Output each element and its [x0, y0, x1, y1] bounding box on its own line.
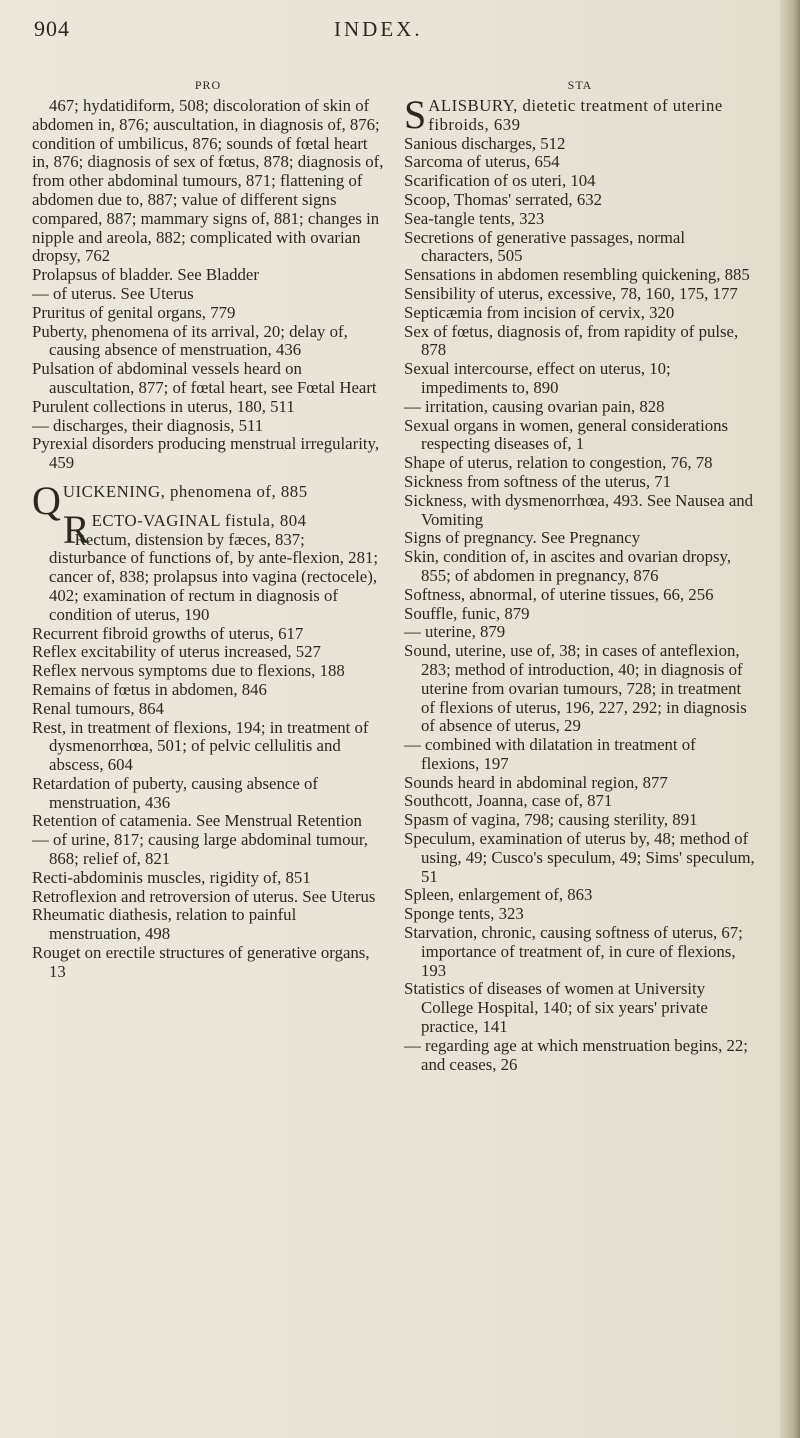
index-entry: Sounds heard in abdominal region, 877	[404, 772, 668, 792]
index-entry: Renal tumours, 864	[32, 698, 164, 718]
page-header	[0, 16, 760, 50]
index-entry: Sickness from softness of the uterus, 71	[404, 471, 672, 491]
index-entry: Recurrent fibroid growths of uterus, 617	[32, 623, 304, 643]
right-catchword: STA	[567, 78, 593, 92]
index-entry: Signs of pregnancy. See Pregnancy	[404, 528, 641, 548]
index-entry: Speculum, examination of uterus by, 48; method of using, 49; Cusco's speculum, 49; Sims' speculum, 51	[404, 829, 755, 886]
index-entry: — discharges, their diagnosis, 511	[32, 415, 264, 435]
left-column	[32, 78, 384, 982]
index-entry: Softness, abnormal, of uterine tissues, 66, 256	[404, 584, 714, 604]
index-entry: Sexual organs in women, general considerations respecting diseases of, 1	[404, 415, 729, 454]
index-entry: — regarding age at which menstruation begins, 22; and ceases, 26	[404, 1035, 748, 1074]
index-entry: Sensations in abdomen resembling quickening, 885	[404, 265, 750, 285]
index-entry: Pulsation of abdominal vessels heard on auscultation, 877; of fœtal heart, see Fœtal Heart	[32, 359, 377, 397]
index-entry: Pyrexial disorders producing menstrual irregularity, 459	[32, 434, 380, 473]
index-entry: Rouget on erectile structures of generative organs, 13	[32, 943, 370, 981]
index-entry: — uterine, 879	[404, 622, 506, 642]
index-entry: Shape of uterus, relation to congestion, 76, 78	[404, 453, 713, 473]
index-entry: Starvation, chronic, causing softness of uterus, 67; importance of treatment of, in cure of flexions, 193	[404, 923, 743, 980]
index-entry: Sound, uterine, use of, 38; in cases of anteflexion, 283; method of introduction, 40; in diagnosis of uterine from ovarian tumours, 728; in treatment of flexions of uterus, 196, 227, 292; in diagnosis of absence of uterus, 29	[404, 641, 747, 736]
index-entry: UICKENING, phenomena of, 885	[62, 481, 308, 501]
dropcap-s: S	[404, 92, 427, 137]
index-entry: Spasm of vagina, 798; causing sterility, 891	[404, 810, 698, 830]
dropcap-q: Q	[32, 477, 61, 523]
index-entry: ECTO-VAGINAL fistula, 804	[91, 510, 307, 530]
index-entry: Skin, condition of, in ascites and ovarian dropsy, 855; of abdomen in pregnancy, 876	[404, 547, 732, 585]
index-entry: Recti-abdominis muscles, rigidity of, 851	[32, 867, 311, 887]
section-s	[404, 92, 756, 137]
right-column	[404, 78, 756, 1074]
index-entry: Septicæmia from incision of cervix, 320	[404, 302, 675, 322]
index-entry: Reflex nervous symptoms due to flexions, 188	[32, 661, 345, 681]
index-entry: — combined with dilatation in treatment of flexions, 197	[404, 735, 696, 773]
index-entry: Remains of fœtus in abdomen, 846	[32, 679, 267, 699]
index-entry: Scarification of os uteri, 104	[404, 171, 596, 191]
index-entry: Statistics of diseases of women at University College Hospital, 140; of six years' private practice, 141	[404, 979, 708, 1037]
index-entry: Pruritus of genital organs, 779	[32, 302, 236, 322]
index-entry: ALISBURY, dietetic treatment of uterine fibroids, 639	[428, 96, 723, 134]
index-entry: Sexual intercourse, effect on uterus, 10; impediments to, 890	[404, 359, 671, 397]
index-entry: Rectum, distension by fæces, 837; disturbance of functions of, by ante-flexion, 281; cancer of, 838; prolapsus into vagina (rectocele), 402; examination of rectum in diagnosis of condition of uterus, 190	[49, 529, 379, 624]
index-entry: Southcott, Joanna, case of, 871	[404, 791, 613, 811]
index-entry: Secretions of generative passages, normal characters, 505	[404, 227, 685, 266]
page-number: 904	[34, 16, 70, 41]
index-entry: Puberty, phenomena of its arrival, 20; delay of, causing absence of menstruation, 436	[32, 321, 348, 360]
dropcap-r: R	[62, 506, 90, 552]
page-edge-shadow	[780, 0, 800, 1438]
section-r	[32, 506, 384, 552]
index-entry: 467; hydatidiform, 508; discoloration of skin of abdomen in, 876; auscultation, in diagnosis of, 876; condition of umbilicus, 876; sounds of fœtal heart in, 876; diagnosis of sex of fœtus, 878; diagnosis of, from other abdominal tumours, 871; flattening of abdomen due to, 887; value of different signs compared, 887; mammary signs of, 881; changes in nipple and areola, 882; complicated with ovarian dropsy, 762	[32, 96, 384, 266]
index-entry: Sex of fœtus, diagnosis of, from rapidity of pulse, 878	[404, 321, 739, 360]
index-entry: Sponge tents, 323	[404, 904, 524, 924]
index-entry: Sarcoma of uterus, 654	[404, 152, 560, 172]
index-entry: Sanious discharges, 512	[404, 133, 566, 153]
index-entry: Retroflexion and retroversion of uterus. See Uterus	[32, 886, 376, 906]
index-entry: Scoop, Thomas' serrated, 632	[404, 189, 602, 209]
index-entry: Retardation of puberty, causing absence of menstruation, 436	[32, 773, 318, 812]
index-entry: Purulent collections in uterus, 180, 511	[32, 396, 295, 416]
index-entry: Sensibility of uterus, excessive, 78, 160, 175, 177	[404, 283, 738, 303]
index-entry: Rest, in treatment of flexions, 194; in treatment of dysmenorrhœa, 501; of pelvic cellulitis and abscess, 604	[32, 717, 369, 775]
index-entry: Spleen, enlargement of, 863	[404, 885, 593, 905]
index-entry: — of urine, 817; causing large abdominal tumour, 868; relief of, 821	[32, 830, 368, 869]
index-entry: — irritation, causing ovarian pain, 828	[404, 396, 665, 416]
index-entry: Sea-tangle tents, 323	[404, 208, 545, 228]
index-entry: Prolapsus of bladder. See Bladder	[32, 265, 259, 285]
index-entry: Rheumatic diathesis, relation to painful menstruation, 498	[32, 905, 297, 944]
index-entry: Souffle, funic, 879	[404, 603, 530, 623]
left-catchword: PRO	[194, 78, 222, 92]
index-entry: Reflex excitability of uterus increased, 527	[32, 642, 321, 662]
index-entry: — of uterus. See Uterus	[32, 283, 194, 303]
running-head: INDEX.	[334, 17, 423, 41]
index-entry: Sickness, with dysmenorrhœa, 493. See Nausea and Vomiting	[404, 490, 754, 529]
index-entry: Retention of catamenia. See Menstrual Retention	[32, 811, 362, 831]
